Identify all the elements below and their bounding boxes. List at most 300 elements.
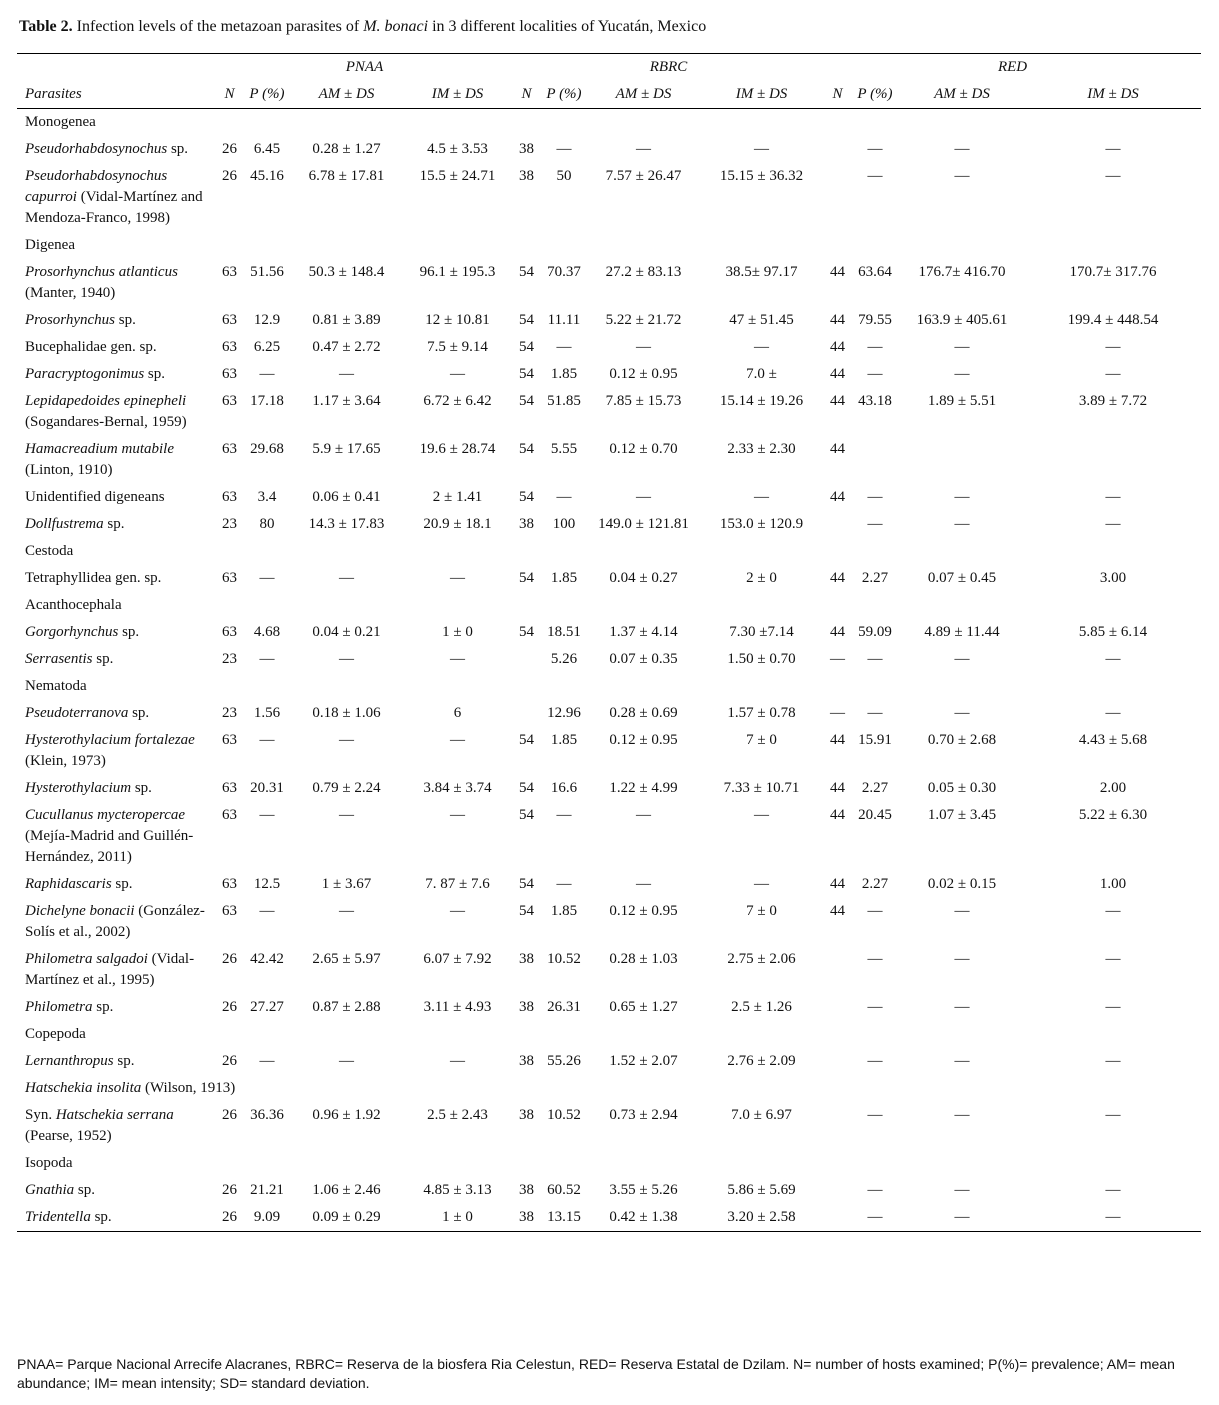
table-cell: — (867, 1182, 883, 1198)
table-cell: 199.4 ± 448.54 (1067, 312, 1159, 328)
category-row (17, 1075, 1201, 1102)
name-part: sp. (92, 999, 114, 1015)
table-cell: — (259, 570, 275, 586)
table-cell: 26 (222, 951, 237, 967)
table-cell: — (1105, 489, 1121, 505)
table-cell: 0.06 ± 0.41 (312, 489, 381, 505)
table-cell: 44 (830, 570, 845, 586)
table-cell: 0.28 ± 1.27 (312, 141, 381, 157)
name-part: (Pearse, 1952) (25, 1128, 112, 1144)
column-header: N (824, 81, 851, 109)
category-row (17, 1150, 1201, 1177)
parasite-name (17, 898, 216, 946)
caption-label: Table 2. (19, 18, 73, 35)
table-cell: 23 (222, 651, 237, 667)
table-row (17, 898, 1201, 946)
table-cell: 26 (222, 1107, 237, 1123)
table-cell: — (1105, 366, 1121, 382)
table-cell: 63 (222, 489, 237, 505)
table-cell: 0.12 ± 0.95 (609, 366, 678, 382)
table-row (17, 1048, 1201, 1075)
table-cell: — (954, 1182, 970, 1198)
table-row (17, 259, 1201, 307)
table-cell: 0.02 ± 0.15 (927, 876, 997, 892)
table-cell: 38.5± 97.17 (725, 264, 798, 280)
table-cell: 44 (830, 393, 845, 409)
parasite-table (17, 53, 1201, 1232)
parasite-name (17, 436, 216, 484)
table-cell: 54 (519, 264, 534, 280)
table-cell: — (339, 732, 354, 748)
table-cell: — (954, 651, 970, 667)
table-cell: 0.28 ± 0.69 (609, 705, 678, 721)
table-cell: — (954, 339, 970, 355)
table-cell: 59.09 (858, 624, 892, 640)
table-cell (824, 511, 851, 538)
table-cell: 23 (222, 705, 237, 721)
table-cell: 0.05 ± 0.30 (927, 780, 997, 796)
name-part: Raphidascaris (25, 876, 112, 892)
table-cell: 63 (222, 339, 237, 355)
name-part: Prosorhynchus atlanticus (25, 264, 178, 280)
table-cell: 5.55 (550, 441, 578, 457)
table-cell: 4.85 ± 3.13 (423, 1182, 492, 1198)
table-cell: — (867, 516, 883, 532)
category-row (17, 232, 1201, 259)
table-cell: 0.96 ± 1.92 (312, 1107, 381, 1123)
table-cell: 2.75 ± 2.06 (727, 951, 796, 967)
name-part: Gorgorhynchus (25, 624, 119, 640)
table-cell: 7.0 ± 6.97 (731, 1107, 792, 1123)
name-part: Philometra salgadoi (25, 951, 148, 967)
table-cell: 44 (830, 441, 845, 457)
table-cell: 63 (222, 780, 237, 796)
table-cell: 44 (830, 876, 845, 892)
table-cell: 0.47 ± 2.72 (312, 339, 381, 355)
table-cell: 50.3 ± 148.4 (308, 264, 385, 280)
column-header-row (17, 81, 1201, 109)
name-part: Syn. (25, 1107, 56, 1123)
table-cell: — (754, 141, 769, 157)
table-row (17, 700, 1201, 727)
table-cell (513, 700, 540, 727)
name-part: Hysterothylacium (25, 780, 132, 796)
table-cell: 96.1 ± 195.3 (419, 264, 496, 280)
name-part: sp. (115, 312, 136, 328)
table-cell: — (339, 1053, 354, 1069)
table-cell: — (636, 876, 651, 892)
table-cell: 1.37 ± 4.14 (609, 624, 678, 640)
table-cell: 7.5 ± 9.14 (427, 339, 488, 355)
name-part: Tetraphyllidea gen. sp. (25, 570, 162, 586)
table-cell: 44 (830, 903, 845, 919)
table-cell: 63 (222, 903, 237, 919)
table-row (17, 994, 1201, 1021)
table-cell: — (450, 903, 465, 919)
table-row (17, 775, 1201, 802)
table-cell: 54 (519, 570, 534, 586)
table-cell: 54 (519, 876, 534, 892)
table-cell: 20.31 (250, 780, 284, 796)
name-part: Pseudoterranova (25, 705, 129, 721)
column-header: P (%) (540, 81, 588, 109)
table-cell: 0.12 ± 0.70 (609, 441, 678, 457)
table-cell: — (954, 489, 970, 505)
table-cell: — (450, 732, 465, 748)
table-cell: — (867, 903, 883, 919)
table-cell: 38 (519, 1053, 534, 1069)
table-cell: 4.5 ± 3.53 (427, 141, 488, 157)
table-cell: 23 (222, 516, 237, 532)
table-cell: 0.18 ± 1.06 (312, 705, 381, 721)
table-cell: 7.0 ± (746, 366, 777, 382)
table-cell: — (954, 903, 970, 919)
table-cell: — (259, 903, 275, 919)
table-cell: 63 (222, 876, 237, 892)
name-part: sp. (144, 366, 166, 382)
table-cell: — (1105, 141, 1121, 157)
table-cell: 29.68 (250, 441, 284, 457)
parasite-name (17, 1204, 216, 1232)
table-cell: 149.0 ± 121.81 (598, 516, 689, 532)
parasite-name (17, 871, 216, 898)
table-cell: 1.89 ± 5.51 (927, 393, 997, 409)
table-cell: 2.27 (861, 570, 889, 586)
table-cell: 1.52 ± 2.07 (609, 1053, 678, 1069)
table-cell: 1.06 ± 2.46 (312, 1182, 381, 1198)
table-footnote: PNAA= Parque Nacional Arrecife Alacranes, RBRC= Reserva de la biosfera Ria Celestun, RED= Reserva Estatal de Dzilam. N= number of hosts examined; P(%)= prevalence; AM= mean abundance; IM= mean intensity; SD= standard deviation. (17, 1356, 1175, 1391)
table-cell: 2.27 (861, 780, 889, 796)
category-row (17, 109, 1201, 137)
table-cell: 7.57 ± 26.47 (605, 168, 682, 184)
name-part: (Mejía-Madrid and Guillén-Hernández, 2011) (25, 828, 194, 865)
column-header: P (%) (851, 81, 899, 109)
table-cell: — (867, 141, 883, 157)
name-part: Lernanthropus (25, 1053, 114, 1069)
table-cell: 3.55 ± 5.26 (609, 1182, 678, 1198)
table-cell: 7 ± 0 (746, 732, 777, 748)
table-cell: — (339, 651, 354, 667)
table-cell: 2 ± 1.41 (432, 489, 483, 505)
table-cell: — (636, 339, 651, 355)
table-cell: 80 (259, 516, 275, 532)
table-cell: 7. 87 ± 7.6 (425, 876, 490, 892)
table-cell: — (450, 807, 465, 823)
table-cell (824, 1102, 851, 1150)
table-cell: 2.5 ± 1.26 (731, 999, 792, 1015)
table-cell: — (867, 1053, 883, 1069)
table-cell: 54 (519, 441, 534, 457)
table-cell: — (636, 807, 651, 823)
table-cell: — (954, 168, 970, 184)
name-part: Serrasentis (25, 651, 93, 667)
table-cell: 0.70 ± 2.68 (927, 732, 997, 748)
table-cell: 1.85 (550, 570, 578, 586)
table-cell: 38 (519, 951, 534, 967)
name-part: Pseudorhabdosynochus (25, 141, 168, 157)
table-row (17, 946, 1201, 994)
table-cell: 176.7± 416.70 (918, 264, 1006, 280)
table-cell: 0.65 ± 1.27 (609, 999, 678, 1015)
column-header: AM ± DS (291, 81, 402, 109)
table-cell: 4.43 ± 5.68 (1078, 732, 1148, 748)
table-cell (899, 436, 1025, 484)
table-cell: 153.0 ± 120.9 (719, 516, 804, 532)
table-cell: — (851, 1204, 899, 1232)
name-part: sp. (111, 876, 133, 892)
table-cell: 6.78 ± 17.81 (308, 168, 385, 184)
table-row (17, 136, 1201, 163)
table-cell: — (339, 366, 354, 382)
table-cell: 16.6 (550, 780, 578, 796)
table-cell: 70.37 (547, 264, 581, 280)
table-cell: — (556, 876, 572, 892)
table-cell: — (1105, 516, 1121, 532)
name-part: (Vidal-Martínez et al., 1995) (25, 951, 195, 988)
table-cell: — (899, 1204, 1025, 1232)
table-cell: — (259, 732, 275, 748)
group-header-row (17, 54, 1201, 82)
table-cell: — (754, 876, 769, 892)
category-row (17, 538, 1201, 565)
table-cell: — (1105, 999, 1121, 1015)
table-cell: — (636, 141, 651, 157)
table-cell: 5.9 ± 17.65 (312, 441, 381, 457)
table-cell: 1.50 ± 0.70 (727, 651, 796, 667)
table-cell: 63 (222, 366, 237, 382)
table-cell: 27.27 (250, 999, 284, 1015)
column-header: AM ± DS (899, 81, 1025, 109)
column-header: AM ± DS (588, 81, 699, 109)
table-cell: 63 (222, 624, 237, 640)
name-part: Hamacreadium mutabile (25, 441, 175, 457)
table-cell: 1.85 (550, 732, 578, 748)
parasite-name (17, 1075, 1201, 1102)
table-cell: 6.25 (253, 339, 281, 355)
parasite-name (17, 307, 216, 334)
table-row (17, 361, 1201, 388)
table-cell: — (339, 807, 354, 823)
table-cell: 26 (222, 168, 237, 184)
table-cell: — (867, 651, 883, 667)
table-cell: 2.5 ± 2.43 (427, 1107, 488, 1123)
table-cell: 0.79 ± 2.24 (312, 780, 381, 796)
table-cell: 1 ± 0 (402, 1204, 513, 1232)
table-cell: — (954, 516, 970, 532)
table-cell: 3.20 ± 2.58 (699, 1204, 824, 1232)
table-cell: 10.52 (547, 951, 581, 967)
table-cell: 0.28 ± 1.03 (609, 951, 678, 967)
name-part: Cucullanus mycteropercae (25, 807, 186, 823)
column-header: N (216, 81, 243, 109)
parasite-name (17, 646, 216, 673)
parasite-name (17, 619, 216, 646)
table-row (17, 619, 1201, 646)
table-cell: 44 (830, 732, 845, 748)
table-cell: 63 (222, 807, 237, 823)
table-cell: 2 ± 0 (746, 570, 777, 586)
table-cell: 5.86 ± 5.69 (727, 1182, 796, 1198)
table-cell: — (954, 999, 970, 1015)
table-cell: 3.00 (1099, 570, 1127, 586)
parasite-name (17, 136, 216, 163)
table-cell: 36.36 (250, 1107, 284, 1123)
table-cell: 38 (519, 999, 534, 1015)
table-cell: 44 (830, 780, 845, 796)
parasite-name (17, 484, 216, 511)
name-part: (Manter, 1940) (25, 285, 116, 301)
table-cell: 2.00 (1099, 780, 1127, 796)
table-cell: 9.09 (243, 1204, 291, 1232)
name-part: Lepidapedoides epinepheli (25, 393, 187, 409)
table-cell: 15.14 ± 19.26 (719, 393, 804, 409)
table-row (17, 484, 1201, 511)
name-part: (González-Solís et al., 2002) (25, 903, 205, 940)
table-cell: 44 (830, 264, 845, 280)
table-cell: — (867, 489, 883, 505)
table-cell: 7.85 ± 15.73 (605, 393, 682, 409)
table-cell: 0.04 ± 0.21 (312, 624, 381, 640)
category-row (17, 1021, 1201, 1048)
parasite-name (17, 334, 216, 361)
table-cell (1025, 436, 1201, 484)
table-cell: 3.4 (257, 489, 277, 505)
table-row (17, 1102, 1201, 1150)
table-cell: 21.21 (250, 1182, 284, 1198)
table-cell: — (830, 651, 845, 667)
table-cell: 54 (519, 366, 534, 382)
table-cell: — (556, 807, 572, 823)
table-cell (824, 994, 851, 1021)
table-cell: — (450, 366, 465, 382)
table-cell: — (1025, 1204, 1201, 1232)
table-cell: 63.64 (858, 264, 892, 280)
table-cell: — (1105, 903, 1121, 919)
name-part: (Vidal-Martínez and Mendoza-Franco, 1998) (25, 189, 203, 226)
table-cell: — (1105, 1107, 1121, 1123)
table-cell: 63 (222, 393, 237, 409)
category-row (17, 673, 1201, 700)
table-cell: 38 (519, 1107, 534, 1123)
name-part: Dollfustrema (25, 516, 104, 532)
table-cell: 12.96 (547, 705, 581, 721)
table-cell: 44 (830, 807, 845, 823)
name-part: sp. (113, 1053, 135, 1069)
parasite-name: Monogenea (25, 114, 96, 130)
caption-text: Infection levels of the metazoan parasites of (76, 18, 360, 35)
table-cell: 51.56 (250, 264, 284, 280)
table-cell: — (754, 807, 769, 823)
table-cell: 0.07 ± 0.35 (609, 651, 678, 667)
table-cell: 3.84 ± 3.74 (423, 780, 492, 796)
table-cell: 26.31 (547, 999, 581, 1015)
column-header: IM ± DS (1025, 81, 1201, 109)
table-cell: 54 (519, 780, 534, 796)
table-cell: 2.33 ± 2.30 (727, 441, 796, 457)
table-cell: 50 (556, 168, 572, 184)
name-part: (Linton, 1910) (25, 462, 113, 478)
table-cell: 38 (519, 141, 534, 157)
parasite-name (17, 511, 216, 538)
column-header: IM ± DS (402, 81, 513, 109)
table-cell: 54 (519, 732, 534, 748)
group-header: RED (824, 54, 1201, 82)
table-cell: 11.11 (547, 312, 581, 328)
table-cell: 0.87 ± 2.88 (312, 999, 381, 1015)
name-part: Hatschekia serrana (55, 1107, 174, 1123)
name-part: Tridentella (25, 1209, 91, 1225)
table-cell: 54 (519, 489, 534, 505)
table-cell: 6.72 ± 6.42 (423, 393, 492, 409)
table-row (17, 436, 1201, 484)
name-part: (Klein, 1973) (25, 753, 106, 769)
table-cell: 10.52 (547, 1107, 581, 1123)
table-cell: — (259, 366, 275, 382)
table-cell: 38 (519, 168, 534, 184)
table-cell: 163.9 ± 405.61 (916, 312, 1008, 328)
name-part: sp. (118, 624, 140, 640)
table-cell: 0.07 ± 0.45 (927, 570, 997, 586)
name-part: Prosorhynchus (25, 312, 115, 328)
table-cell: 60.52 (547, 1182, 581, 1198)
table-cell: 38 (519, 1182, 534, 1198)
parasite-name (17, 802, 216, 871)
table-cell: — (1105, 951, 1121, 967)
table-cell: 44 (830, 312, 845, 328)
table-cell (824, 136, 851, 163)
table-cell: 6.45 (253, 141, 281, 157)
name-part: sp. (103, 516, 125, 532)
table-cell: — (259, 651, 275, 667)
name-part: (Sogandares-Bernal, 1959) (25, 414, 187, 430)
table-cell: 170.7± 317.76 (1069, 264, 1157, 280)
table-cell: 63 (222, 312, 237, 328)
parasite-name: Isopoda (25, 1155, 73, 1171)
name-part: sp. (74, 1182, 96, 1198)
table-cell: 5.22 ± 6.30 (1078, 807, 1148, 823)
table-cell: 43.18 (858, 393, 892, 409)
name-part: sp. (90, 1209, 112, 1225)
table-cell: 44 (830, 339, 845, 355)
table-cell: 6 (453, 705, 462, 721)
table-cell: — (450, 1053, 465, 1069)
table-cell: 18.51 (547, 624, 581, 640)
column-header: IM ± DS (699, 81, 824, 109)
table-cell: — (954, 366, 970, 382)
table-cell: 7.30 ±7.14 (729, 624, 794, 640)
category-row (17, 592, 1201, 619)
column-header: Parasites (17, 81, 216, 109)
table-row (17, 511, 1201, 538)
table-cell: — (259, 807, 275, 823)
parasite-name (17, 1048, 216, 1075)
table-cell: — (754, 339, 769, 355)
table-cell: 0.12 ± 0.95 (609, 732, 678, 748)
table-cell (824, 163, 851, 232)
table-cell: 3.89 ± 7.72 (1078, 393, 1148, 409)
table-cell: 0.42 ± 1.38 (588, 1204, 699, 1232)
table-cell: — (1105, 339, 1121, 355)
table-cell: 20.45 (858, 807, 892, 823)
table-cell: — (556, 141, 572, 157)
table-cell: — (867, 1107, 883, 1123)
table-cell (824, 1177, 851, 1204)
table-cell: — (556, 339, 572, 355)
table-cell: 0.81 ± 3.89 (312, 312, 381, 328)
table-row (17, 1177, 1201, 1204)
table-cell: 1.85 (550, 903, 578, 919)
parasite-name (17, 163, 216, 232)
